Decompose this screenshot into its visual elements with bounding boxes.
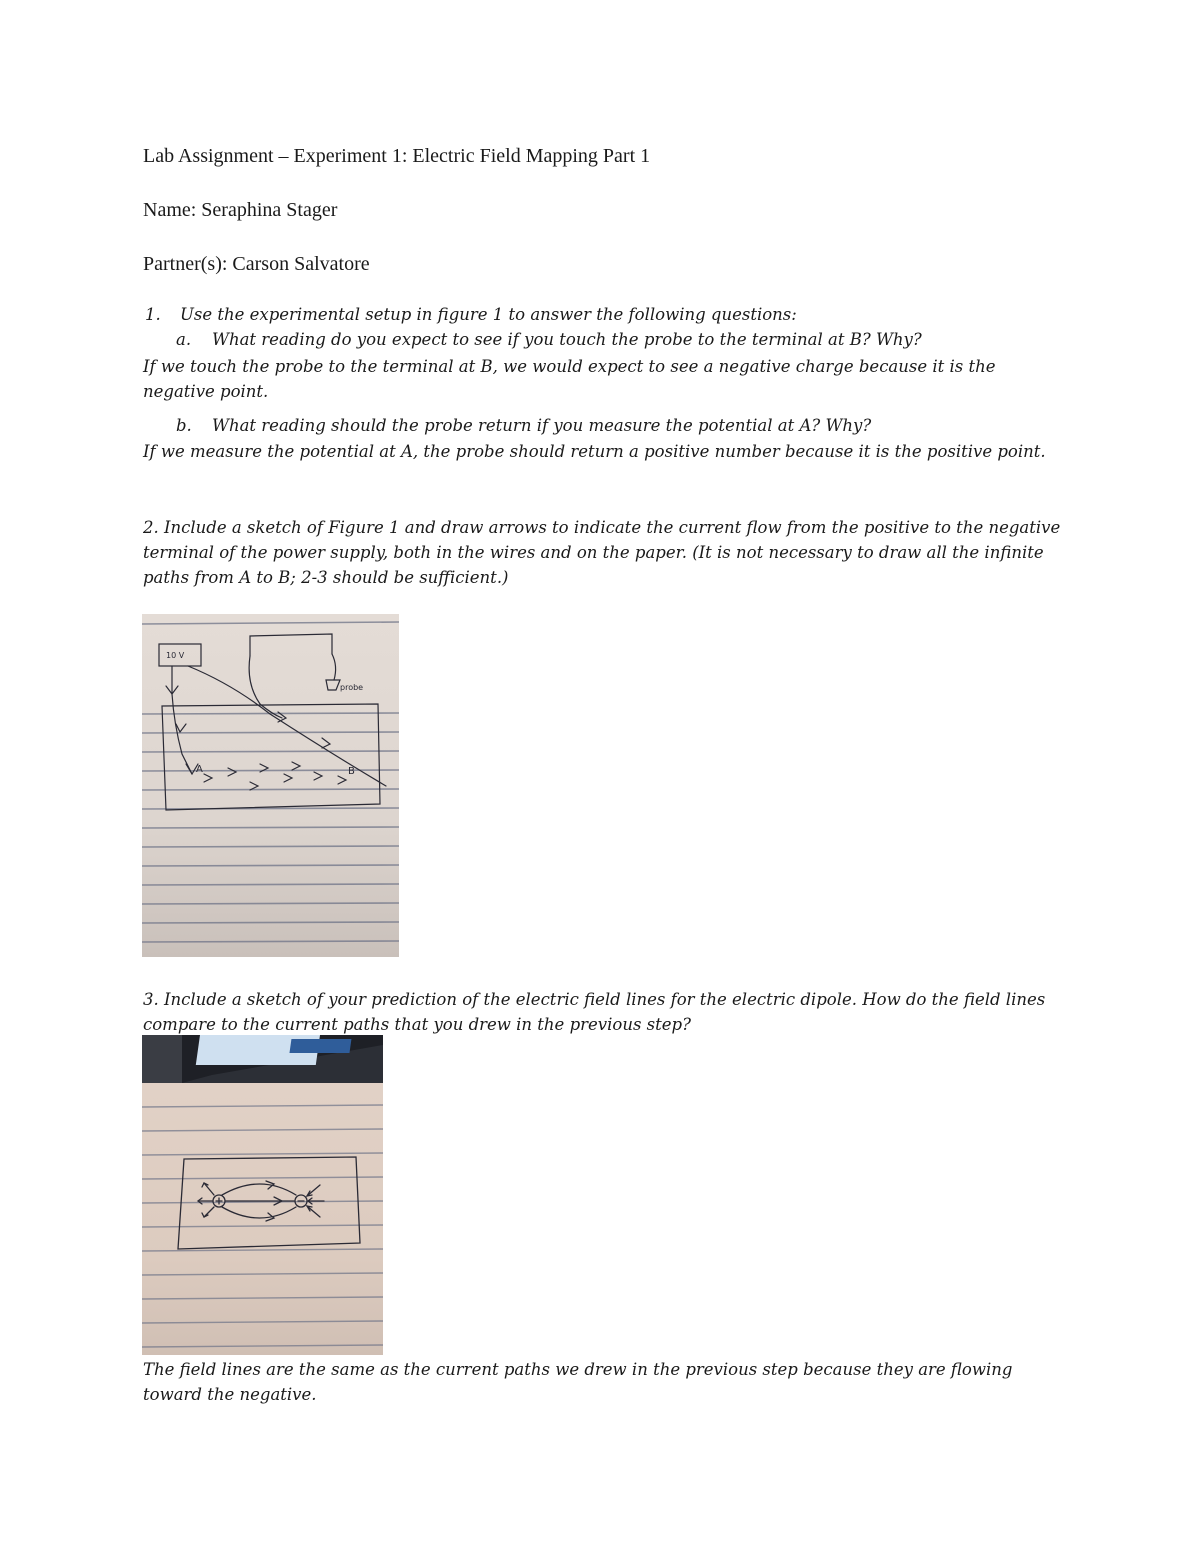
- q1a-prompt: What reading do you expect to see if you touch the probe to the terminal at B? Why?: [212, 330, 922, 349]
- q3-answer: The field lines are the same as the current paths we drew in the previous step because they are flowing toward the negative.: [143, 1360, 1013, 1404]
- q1-prompt: Use the experimental setup in figure 1 to answer the following questions:: [180, 305, 797, 324]
- q1-number: 1.: [145, 305, 161, 324]
- sketch-b-label: B: [348, 766, 355, 777]
- q1b-letter: b.: [176, 416, 192, 435]
- figure1-sketch-photo: [142, 614, 399, 957]
- q3-prompt: 3. Include a sketch of your prediction of the electric field lines for the electric dipole. How do the field lines compare to the current paths that you drew in the previous step?: [143, 990, 1046, 1034]
- partner-names: Partner(s): Carson Salvatore: [143, 253, 370, 275]
- dipole-sketch-photo: [142, 1035, 383, 1355]
- q1a-answer: If we touch the probe to the terminal at B, we would expect to see a negative charge because it is the negative point.: [143, 357, 996, 401]
- sketch-a-label: A: [196, 764, 203, 775]
- sketch-supply-label: 10 V: [166, 651, 185, 660]
- student-name: Name: Seraphina Stager: [143, 199, 338, 221]
- q1a-letter: a.: [176, 330, 192, 349]
- q2-prompt: 2. Include a sketch of Figure 1 and draw arrows to indicate the current flow from the positive to the negative terminal of the power supply, both in the wires and on the paper. (It is not necessary to draw all the infinite paths from A to B; 2-3 should be sufficient.): [143, 518, 1061, 587]
- q1b-prompt: What reading should the probe return if you measure the potential at A? Why?: [212, 416, 872, 435]
- sketch-probe-label: probe: [340, 683, 364, 692]
- q1b-answer: If we measure the potential at A, the probe should return a positive number because it is the positive point.: [143, 442, 1046, 461]
- page-title: Lab Assignment – Experiment 1: Electric Field Mapping Part 1: [143, 145, 651, 167]
